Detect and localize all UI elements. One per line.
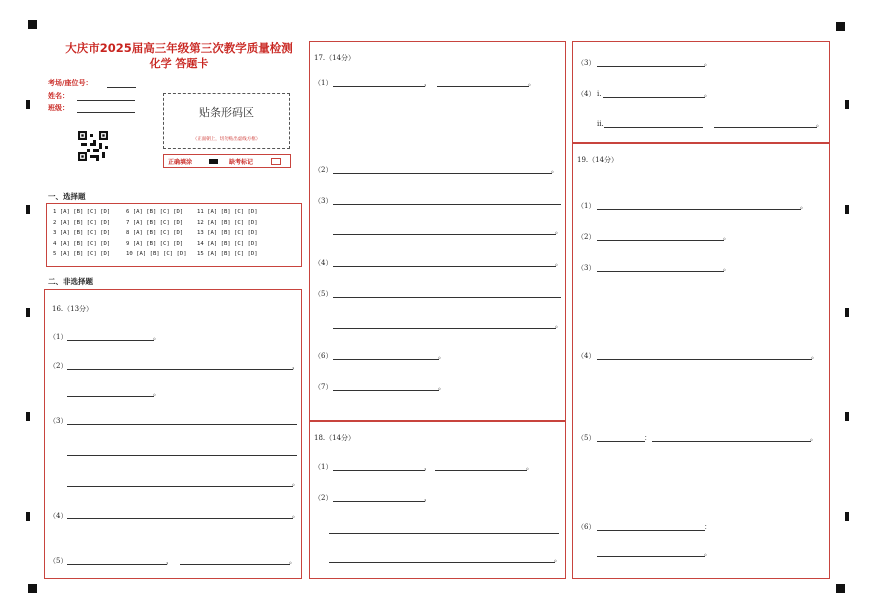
class-field[interactable]: [77, 112, 135, 113]
q17-3-answer-line-b[interactable]: [333, 234, 556, 235]
q18-4i-answer-line[interactable]: [603, 97, 705, 98]
q16-5-answer-line-b[interactable]: [180, 564, 290, 565]
punct-comma: ，: [166, 556, 174, 565]
q17-6-answer-line[interactable]: [333, 359, 439, 360]
q18-2-answer-line-b[interactable]: [329, 533, 559, 534]
name-field[interactable]: [77, 100, 135, 101]
q17-title: 17.（14分）: [314, 54, 356, 62]
q18-4-ii-label: ii.: [597, 120, 604, 128]
exam-title: 大庆市2025届高三年级第三次教学质量检测: [65, 41, 293, 55]
punct-period: 。: [528, 78, 536, 87]
q19-2-answer-line[interactable]: [597, 240, 724, 241]
absent-mark-checkbox[interactable]: [271, 158, 281, 165]
choice-item[interactable]: 7 [A] [B] [C] [D]: [126, 219, 184, 226]
punct-period: 。: [292, 478, 300, 487]
choice-item[interactable]: 1 [A] [B] [C] [D]: [53, 209, 111, 215]
q18-4ii-answer-line-b[interactable]: [714, 127, 817, 128]
punct-period: 。: [810, 433, 818, 442]
q17-answer-box: [309, 41, 566, 421]
q16-answer-box: [44, 289, 302, 579]
alignment-mark: [28, 20, 37, 29]
punct-period: 。: [811, 351, 819, 360]
q18-4ii-answer-line[interactable]: [604, 127, 703, 128]
q16-5-answer-line[interactable]: [67, 564, 167, 565]
punct-period: 。: [292, 510, 300, 519]
punct-period: 。: [704, 548, 712, 557]
q16-title: 16.（13分）: [52, 305, 94, 313]
q18-2-answer-line[interactable]: [333, 501, 425, 502]
q16-2-answer-line[interactable]: [67, 369, 293, 370]
q16-part-2-label: （2）: [49, 362, 68, 370]
q18-1-answer-line-b[interactable]: [435, 470, 527, 471]
choice-item[interactable]: 10 [A] [B] [C] [D]: [126, 251, 187, 257]
alignment-mark: [836, 22, 845, 31]
choice-item[interactable]: 15 [A] [B] [C] [D]: [197, 251, 258, 257]
alignment-mark: [845, 412, 849, 421]
alignment-mark: [845, 100, 849, 109]
punct-colon: ：: [704, 522, 712, 531]
q19-5-answer-line[interactable]: [597, 441, 645, 442]
punct-period: 。: [723, 263, 731, 272]
section-2-title: 二、非选择题: [48, 277, 93, 286]
choice-item[interactable]: 3 [A] [B] [C] [D]: [53, 230, 111, 236]
q19-1-answer-line[interactable]: [597, 209, 801, 210]
alignment-mark: [26, 512, 30, 521]
alignment-mark: [26, 205, 30, 214]
q19-part-2-label: （2）: [577, 233, 596, 241]
q18-part-3-label: （3）: [577, 59, 596, 67]
choice-item[interactable]: 13 [A] [B] [C] [D]: [197, 230, 258, 236]
q16-3-answer-line[interactable]: [67, 424, 297, 425]
q18-2-answer-line-c[interactable]: [329, 562, 555, 563]
correct-fill-sample-icon: [209, 159, 218, 164]
barcode-area: [163, 93, 290, 149]
class-label: 班级：: [48, 104, 69, 112]
q17-part-2-label: （2）: [314, 166, 333, 174]
punct-period: 。: [438, 382, 446, 391]
q17-part-3-label: （3）: [314, 197, 333, 205]
q18-part-4-label: （4）: [577, 90, 596, 98]
choice-item[interactable]: 2 [A] [B] [C] [D]: [53, 219, 111, 226]
exam-subtitle: 化学 答题卡: [149, 57, 209, 70]
punct-period: 。: [438, 351, 446, 360]
q19-part-6-label: （6）: [577, 523, 596, 531]
choice-item[interactable]: 12 [A] [B] [C] [D]: [197, 219, 258, 226]
choice-item[interactable]: 14 [A] [B] [C] [D]: [197, 240, 258, 247]
q17-7-answer-line[interactable]: [333, 390, 439, 391]
alignment-mark: [845, 512, 849, 521]
q19-part-4-label: （4）: [577, 352, 596, 360]
q16-2-answer-line-b[interactable]: [67, 396, 154, 397]
exam-room-label: 考场/座位号：: [48, 79, 93, 87]
q18-1-answer-line[interactable]: [333, 470, 425, 471]
punct-period: 。: [723, 232, 731, 241]
exam-room-field[interactable]: [107, 87, 136, 88]
q19-part-5-label: （5）: [577, 434, 596, 442]
punct-period: 。: [153, 332, 161, 341]
q16-3-answer-line-c[interactable]: [67, 486, 293, 487]
q19-part-3-label: （3）: [577, 264, 596, 272]
punct-period: 。: [554, 554, 562, 563]
q16-3-answer-line-b[interactable]: [67, 455, 297, 456]
correct-fill-label: 正确填涂: [168, 159, 193, 166]
punct-period: 。: [555, 226, 563, 235]
q18-part-2-label: （2）: [314, 494, 333, 502]
q18-answer-box: [309, 421, 566, 579]
barcode-label: 贴条形码区: [199, 106, 254, 119]
name-label: 姓名：: [48, 92, 69, 100]
choice-item[interactable]: 9 [A] [B] [C] [D]: [126, 240, 184, 247]
q19-6-answer-line[interactable]: [597, 530, 705, 531]
q16-4-answer-line[interactable]: [67, 518, 293, 519]
choice-item[interactable]: 6 [A] [B] [C] [D]: [126, 209, 184, 215]
punct-period: 。: [704, 58, 712, 67]
fill-legend: [163, 154, 291, 168]
choice-item[interactable]: 8 [A] [B] [C] [D]: [126, 230, 184, 236]
q16-1-answer-line[interactable]: [67, 340, 154, 341]
absent-mark-label: 缺考标记: [229, 159, 254, 166]
punct-comma: ，: [292, 361, 300, 370]
alignment-mark: [26, 412, 30, 421]
punct-comma: ，: [424, 493, 432, 502]
q17-3-answer-line[interactable]: [333, 204, 561, 205]
punct-period: 。: [800, 201, 808, 210]
q19-5-answer-line-b[interactable]: [652, 441, 811, 442]
choice-item[interactable]: 4 [A] [B] [C] [D]: [53, 240, 111, 247]
qr-code-icon: [78, 131, 108, 161]
q17-4-answer-line[interactable]: [333, 266, 556, 267]
q17-part-6-label: （6）: [314, 352, 333, 360]
choice-item[interactable]: 11 [A] [B] [C] [D]: [197, 209, 258, 215]
q17-part-1-label: （1）: [314, 79, 333, 87]
q16-part-3-label: （3）: [49, 417, 68, 425]
section-1-title: 一、选择题: [48, 192, 86, 201]
barcode-note: （正面朝上，切勿贴出虚线方框）: [192, 137, 261, 142]
punct-period: 。: [555, 320, 563, 329]
punct-colon: ：: [644, 433, 652, 442]
choice-item[interactable]: 5 [A] [B] [C] [D]: [53, 251, 111, 257]
q17-5-answer-line-b[interactable]: [333, 328, 556, 329]
punct-comma: ，: [424, 78, 432, 87]
punct-period: 。: [704, 89, 712, 98]
q17-1-answer-line-b[interactable]: [437, 86, 529, 87]
punct-period: 。: [153, 388, 161, 397]
alignment-mark: [26, 308, 30, 317]
punct-period: 。: [816, 119, 824, 128]
q19-6-answer-line-b[interactable]: [597, 556, 705, 557]
punct-period: 。: [551, 165, 559, 174]
q18-4-i-label: i.: [597, 90, 602, 98]
q18-part-1-label: （1）: [314, 463, 333, 471]
q16-part-4-label: （4）: [49, 512, 68, 520]
punct-period: 。: [289, 556, 297, 565]
alignment-mark: [845, 205, 849, 214]
q19-part-1-label: （1）: [577, 202, 596, 210]
q19-3-answer-line[interactable]: [597, 271, 724, 272]
q17-part-7-label: （7）: [314, 383, 333, 391]
alignment-mark: [836, 584, 845, 593]
q16-part-1-label: （1）: [49, 333, 68, 341]
q17-part-4-label: （4）: [314, 259, 333, 267]
q17-5-answer-line[interactable]: [333, 297, 561, 298]
alignment-mark: [28, 584, 37, 593]
alignment-mark: [845, 308, 849, 317]
q19-title: 19.（14分）: [577, 156, 619, 164]
q18-3-answer-line[interactable]: [597, 66, 705, 67]
alignment-mark: [26, 100, 30, 109]
q17-1-answer-line[interactable]: [333, 86, 425, 87]
q17-2-answer-line[interactable]: [333, 173, 552, 174]
punct-comma: ，: [424, 462, 432, 471]
q18-title: 18.（14分）: [314, 434, 356, 442]
punct-period: 。: [526, 462, 534, 471]
q19-4-answer-line[interactable]: [597, 359, 812, 360]
q16-part-5-label: （5）: [49, 557, 68, 565]
q17-part-5-label: （5）: [314, 290, 333, 298]
punct-period: 。: [555, 258, 563, 267]
